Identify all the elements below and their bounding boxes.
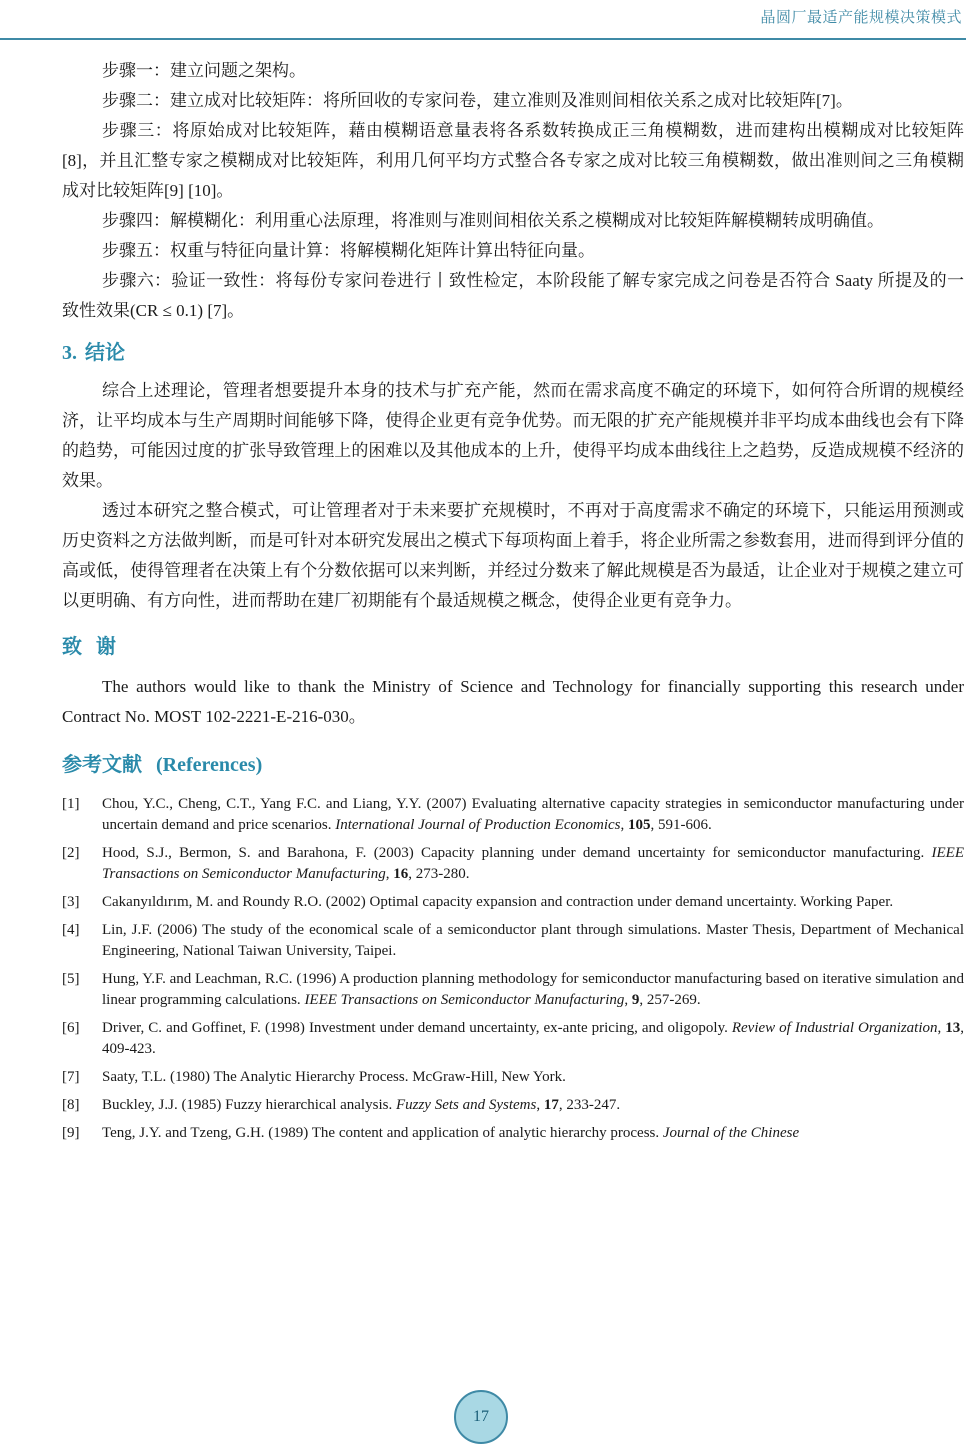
reference-text: Saaty, T.L. (1980) The Analytic Hierarchy Process. McGraw-Hill, New York. <box>102 1069 566 1085</box>
reference-item <box>62 843 964 885</box>
header-rule <box>0 38 966 40</box>
page-number-badge: 17 <box>454 1390 508 1444</box>
conclusion-paragraph-1: 综合上述理论，管理者想要提升本身的技术与扩充产能，然而在需求高度不确定的环境下，如何符合所谓的规模经济，让平均成本与生产周期时间能够下降，使得企业更有竞争优势。而无限的扩充产能规模并非平均成本曲线也会有下降的趋势，可能因过度的扩张导致管理上的困难以及其他成本的上升，使得平均成本曲线往上之趋势，反造成规模不经济的效果。 <box>62 381 964 490</box>
reference-item <box>62 1095 964 1116</box>
reference-item <box>62 1018 964 1060</box>
acknowledgements-heading: 致谢 <box>62 636 130 658</box>
reference-number: [8] <box>62 1097 80 1113</box>
conclusion-heading <box>62 340 964 366</box>
step-6: 步骤六：验证一致性：将每份专家问卷进行丨致性检定，本阶段能了解专家完成之问卷是否符合 Saaty 所提及的一致性效果(CR ≤ 0.1) [7]。 <box>62 271 964 320</box>
reference-number: [6] <box>62 1020 80 1036</box>
reference-text: Cakanyıldırım, M. and Roundy R.O. (2002) Optimal capacity expansion and contraction under demand uncertainty. Working Paper. <box>102 894 894 910</box>
reference-number: [3] <box>62 894 80 910</box>
running-header-title: 晶圆厂最适产能规模决策模式 <box>760 10 962 26</box>
reference-item <box>62 1067 964 1088</box>
conclusion-number: 3. <box>62 342 77 364</box>
step-2: 步骤二：建立成对比较矩阵：将所回收的专家问卷，建立准则及准则间相依关系之成对比较矩阵[7]。 <box>102 91 853 110</box>
conclusion-paragraph-2: 透过本研究之整合模式，可让管理者对于未来要扩充规模时，不再对于高度需求不确定的环境下，只能运用预测或历史资料之方法做判断，而是可针对本研究发展出之模式下每项构面上着手，将企业所需之参数套用，进而得到评分值的高或低，使得管理者在决策上有个分数依据可以来判断，并经过分数来了解此规模是否为最适，让企业对于规模之建立可以更明确、有方向性，进而帮助在建厂初期能有个最适规模之概念，使得企业更有竞争力。 <box>62 501 964 610</box>
step-5: 步骤五：权重与特征向量计算：将解模糊化矩阵计算出特征向量。 <box>102 241 595 260</box>
reference-text: Chou, Y.C., Cheng, C.T., Yang F.C. and Liang, Y.Y. (2007) Evaluating alternative capacity strategies in semiconductor manufacturing under uncertain demand and price scenarios. International Journal of Production Economics, 105, 591-606. <box>102 796 964 833</box>
references-list <box>62 794 964 1144</box>
reference-item <box>62 892 964 913</box>
conclusion-title: 结论 <box>85 342 125 364</box>
reference-item <box>62 969 964 1011</box>
reference-item <box>62 1123 964 1144</box>
reference-text: Lin, J.F. (2006) The study of the economical scale of a semiconductor plant through simulations. Master Thesis, Department of Mechanical Engineering, National Taiwan University, Taipei. <box>102 922 964 959</box>
references-heading <box>62 752 964 778</box>
reference-text: Hung, Y.F. and Leachman, R.C. (1996) A production planning methodology for semiconductor manufacturing based on iterative simulation and linear programming calculations. IEEE Transactions on Semiconductor Manufacturing, 9, 257-269. <box>102 971 964 1008</box>
reference-number: [9] <box>62 1125 80 1141</box>
step-1: 步骤一：建立问题之架构。 <box>102 61 306 80</box>
reference-item <box>62 794 964 836</box>
reference-number: [1] <box>62 796 80 812</box>
reference-number: [5] <box>62 971 80 987</box>
reference-text: Driver, C. and Goffinet, F. (1998) Investment under demand uncertainty, ex-ante pricing, and oligopoly. Review of Industrial Organization, 13, 409-423. <box>102 1020 965 1057</box>
reference-number: [4] <box>62 922 80 938</box>
reference-item <box>62 920 964 962</box>
references-title-en: (References) <box>156 754 263 776</box>
reference-text: Teng, J.Y. and Tzeng, G.H. (1989) The content and application of analytic hierarchy process. Journal of the Chinese <box>102 1125 800 1141</box>
reference-text: Hood, S.J., Bermon, S. and Barahona, F. (2003) Capacity planning under demand uncertainty for semiconductor manufacturing. IEEE Transactions on Semiconductor Manufacturing, 16, 273-280. <box>102 845 964 882</box>
step-3: 步骤三：将原始成对比较矩阵，藉由模糊语意量表将各系数转换成正三角模糊数，进而建构出模糊成对比较矩阵[8]，并且汇整专家之模糊成对比较矩阵，利用几何平均方式整合各专家之成对比较三角模糊数，做出准则间之三角模糊成对比较矩阵[9] [10]。 <box>62 121 964 200</box>
references-title-zh: 参考文献 <box>62 754 142 776</box>
reference-number: [7] <box>62 1069 80 1085</box>
reference-text: Buckley, J.J. (1985) Fuzzy hierarchical analysis. Fuzzy Sets and Systems, 17, 233-247. <box>102 1097 621 1113</box>
page-content <box>62 56 964 1151</box>
step-4: 步骤四：解模糊化：利用重心法原理，将准则与准则间相依关系之模糊成对比较矩阵解模糊转成明确值。 <box>102 211 884 230</box>
acknowledgements-text: The authors would like to thank the Ministry of Science and Technology for financially supporting this research under Contract No. MOST 102-2221-E-216-030。 <box>62 677 964 726</box>
reference-number: [2] <box>62 845 80 861</box>
